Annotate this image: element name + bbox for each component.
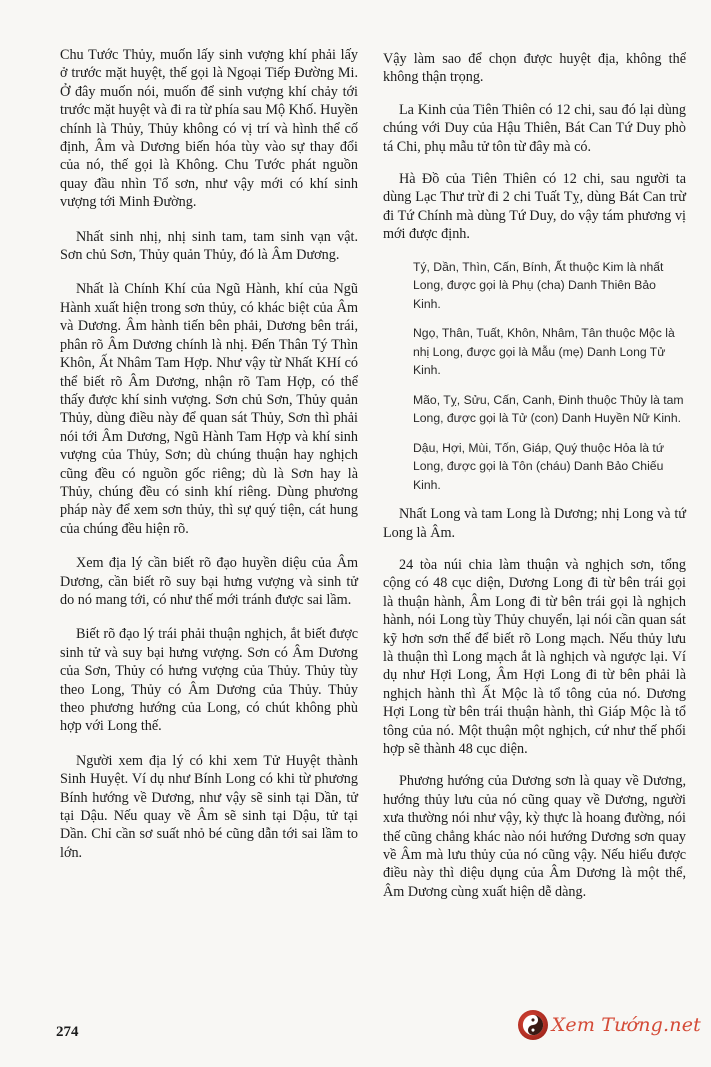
yin-yang-icon [518,1010,548,1040]
paragraph: Vậy làm sao để chọn được huyệt địa, không thể không thận trọng. [383,51,686,86]
sub-item: Tý, Dần, Thìn, Cấn, Bính, Ất thuộc Kim là nhất Long, được gọi là Phụ (cha) Danh Thiên Bảo Kinh. [413,259,664,311]
sub-item: Ngọ, Thân, Tuất, Khôn, Nhâm, Tân thuộc Mộc là nhị Long, được gọi là Mẫu (mẹ) Danh Long Tử Kinh. [413,326,675,378]
paragraph: Nhất sinh nhị, nhị sinh tam, tam sinh vạn vật. Sơn chủ Sơn, Thủy quản Thủy, đó là Âm Dương. [60,228,358,264]
paragraph: Chu Tước Thủy, muốn lấy sinh vượng khí phải lấy ở trước mặt huyệt, thế gọi là Ngoại Tiếp Đường Mi. Ở đây muốn nói, muốn để sinh vượng khí chảy tới trước mặt huyệt và đi ra từ phía sau Mộ Khố. Huyền chính là Thủy, Thủy không có vị trí và hình thể cố định, Âm và Dương biến hóa tùy vào sự thay đổi của nó, thế gọi là Không. Chu Tước phát nguồn quay đầu nhìn Tổ sơn, như vậy mới có khí sinh vượng tới Minh Đường. [60,47,358,211]
page-number: 274 [56,1024,79,1040]
paragraph: Biết rõ đạo lý trái phải thuận nghịch, ắt biết được sinh tử và suy bại hưng vượng. Sơn có Âm Dương của Sơn, Thủy có hưng vượng của Thủy. Thủy tùy theo Long, Thủy có Âm Dương của Thủy. Thủy theo phương hướng của Long, có chút không phù hợp với Long thế. [60,626,358,735]
paragraph: Nhất Long và tam Long là Dương; nhị Long và tứ Long là Âm. [383,506,686,541]
paragraph: 24 tòa núi chia làm thuận và nghịch sơn, tổng cộng có 48 cục diện, Dương Long đi từ bên trái gọi là thuận hành, Âm Long đi từ bên trái gọi là nghịch hành, nói Long tùy Thủy chuyển, lại nói cần quan sát kỹ hơn sơn thế để biết rõ Long mạch. Nếu thủy lưu là thuận thì Long mạch ắt là nghịch và ngược lại. Ví dụ như Hợi Long, Âm Hợi Long đi từ bên phải là nghịch hành thì Ất Mộc là tổ tông của nó. Dương Hợi Long từ bên trái thuận hành, thì Giáp Mộc là tổ tông của nó. Một thuận một nghịch, cứ như thế phối hợp sẽ thành 48 cục diện. [383,556,686,758]
paragraph: Xem địa lý cần biết rõ đạo huyền diệu của Âm Dương, cần biết rõ suy bại hưng vượng và sinh tử do nó mang tới, có như thế mới tránh được sai lầm. [60,555,358,608]
sub-item: Dậu, Hợi, Mùi, Tốn, Giáp, Quý thuộc Hỏa là tứ Long, được gọi là Tôn (cháu) Danh Bảo Chiếu Kinh. [413,440,664,492]
right-column [383,50,686,915]
paragraph: Người xem địa lý có khi xem Tử Huyệt thành Sinh Huyệt. Ví dụ như Bính Long có khi từ phương Bính hướng về Dương, như vậy sẽ sinh tại Dần, tử tại Dậu. Nếu quay về Âm sẽ sinh tại Dậu, tử tại Dần. Chỉ cần sơ suất nhỏ bé cũng dẫn tới sai lầm to lớn. [60,752,358,861]
sub-list [383,258,686,495]
watermark-logo[interactable] [518,1010,701,1040]
paragraph: Hà Đồ của Tiên Thiên có 12 chi, sau người ta dùng Lạc Thư trừ đi 2 chi Tuất Tỵ, dùng Bát Can trừ đi Tứ Chính mà dùng Tứ Duy, do vậy tám phương vị mới được định. [383,171,686,243]
paragraph: Phương hướng của Dương sơn là quay về Dương, hướng thủy lưu của nó cũng quay về Dương, người xưa thường nói như vậy, kỳ thực là hoang đường, nói thế cũng chẳng khác nào nói hướng Dương sơn quay về Âm mà lưu thủy của nó cũng vậy. Nếu hiểu được điều này thì diệu dụng của Âm Dương là một thể, Âm Dương cùng xuất hiện dễ dàng. [383,773,686,900]
paragraph: Nhất là Chính Khí của Ngũ Hành, khí của Ngũ Hành xuất hiện trong sơn thủy, có khác biệt của Âm và Dương. Âm hành tiến bên phải, Dương bên trái, phân rõ Âm Dương chính là nhị. Đến Thân Tý Thìn Khôn, Ất Nhâm Tam Hợp. Như vậy từ Nhất KHí có thể biết rõ Âm Dương, nhận rõ Tam Hợp, có thể thấy được khí sinh vượng. Sơn chủ Sơn, Thủy quản Thủy, dùng điều này để quan sát Thủy, Sơn thì phải nói tới Âm Dương, Ngũ Hành Tam Hợp và khí sinh vượng của Thủy, Sơn; dù chúng thuận hay nghịch cũng đều có nguồn gốc riêng; dù là Sơn hay là Thủy, chúng đều có sinh khí riêng. Dùng phương pháp này để xem sơn thủy, thì sự quý tiện, cát hung của chúng đều hiện rõ. [60,281,358,537]
paragraph: La Kinh của Tiên Thiên có 12 chi, sau đó lại dùng chúng với Duy của Hậu Thiên, Bát Can Tứ Duy phò tá Chi, phụ mẫu tử tôn từ đây mà có. [383,101,686,155]
left-column [60,46,358,878]
watermark-text: Xem Tướng.net [551,1014,701,1036]
sub-item: Mão, Tỵ, Sửu, Cấn, Canh, Đinh thuộc Thủy là tam Long, được gọi là Tử (con) Danh Huyền Nữ Kinh. [413,392,684,426]
